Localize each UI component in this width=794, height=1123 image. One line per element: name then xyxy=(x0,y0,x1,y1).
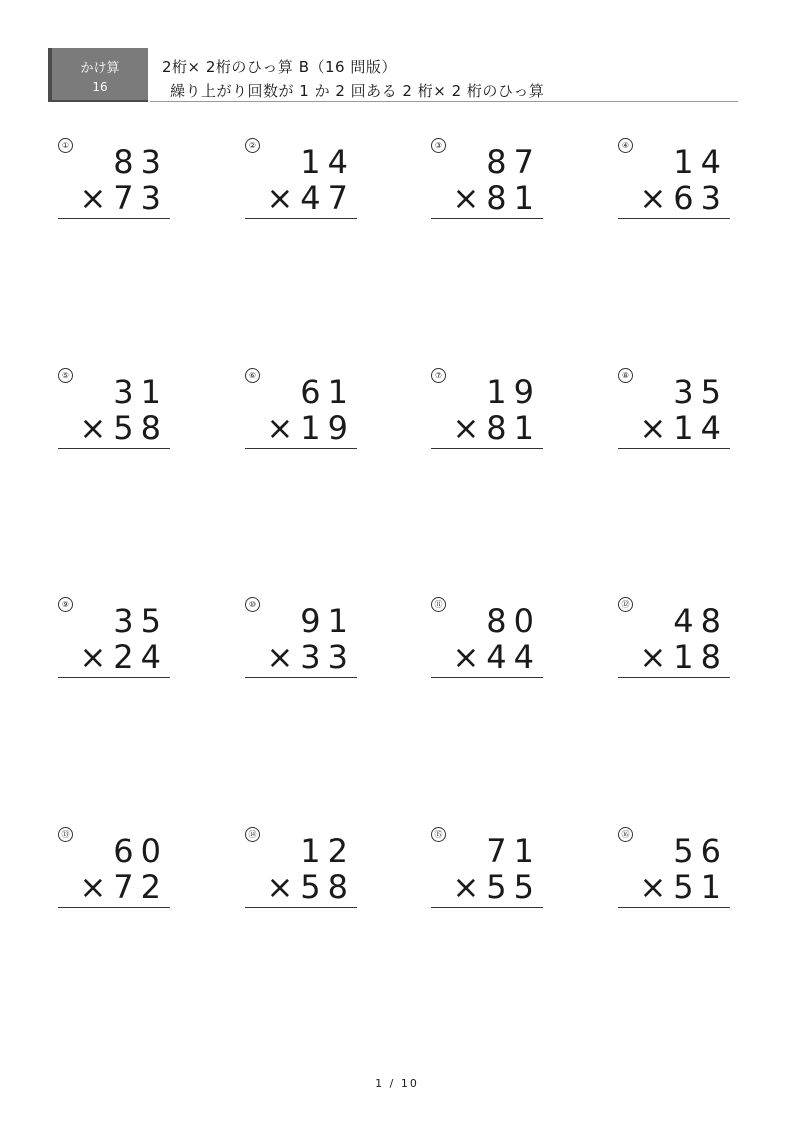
multiplier: 44 xyxy=(486,638,541,676)
problem-number: ③ xyxy=(431,138,446,153)
problem xyxy=(58,368,170,458)
multiplier-row xyxy=(79,868,168,906)
multiplier-row xyxy=(639,179,728,217)
multiplier: 58 xyxy=(300,868,355,906)
times-operator: × xyxy=(266,409,301,447)
worksheet-title: 2桁× 2桁のひっ算 B（16 問版） xyxy=(162,58,397,76)
problem-number: ② xyxy=(245,138,260,153)
multiplier: 63 xyxy=(673,179,728,217)
multiplicand: 48 xyxy=(673,602,728,640)
problem xyxy=(58,827,170,917)
multiplier-row xyxy=(79,409,168,447)
answer-line xyxy=(245,448,357,449)
multiplier: 18 xyxy=(673,638,728,676)
multiplier-row xyxy=(639,638,728,676)
problem xyxy=(245,138,357,228)
answer-line xyxy=(58,218,170,219)
problem xyxy=(58,138,170,228)
multiplier-row xyxy=(452,638,541,676)
badge-underline xyxy=(48,100,148,102)
times-operator: × xyxy=(639,409,674,447)
header-divider xyxy=(150,101,738,102)
multiplicand: 35 xyxy=(113,602,168,640)
problem xyxy=(431,597,543,687)
problem-number: ⑮ xyxy=(431,827,446,842)
badge-number: 16 xyxy=(92,80,108,94)
times-operator: × xyxy=(79,868,114,906)
badge-category: かけ算 xyxy=(80,61,120,76)
multiplicand: 35 xyxy=(673,373,728,411)
multiplier: 47 xyxy=(300,179,355,217)
multiplier: 51 xyxy=(673,868,728,906)
problem xyxy=(431,138,543,228)
times-operator: × xyxy=(79,409,114,447)
multiplier: 24 xyxy=(113,638,168,676)
problem-number: ⑦ xyxy=(431,368,446,383)
problem xyxy=(58,597,170,687)
multiplier-row xyxy=(452,179,541,217)
problem-number: ⑫ xyxy=(618,597,633,612)
multiplier: 14 xyxy=(673,409,728,447)
times-operator: × xyxy=(79,179,114,217)
problem xyxy=(618,368,730,458)
multiplicand: 19 xyxy=(486,373,541,411)
times-operator: × xyxy=(452,179,487,217)
times-operator: × xyxy=(452,409,487,447)
answer-line xyxy=(431,448,543,449)
multiplier: 81 xyxy=(486,179,541,217)
answer-line xyxy=(245,907,357,908)
answer-line xyxy=(618,677,730,678)
times-operator: × xyxy=(79,638,114,676)
problem xyxy=(245,827,357,917)
answer-line xyxy=(245,677,357,678)
multiplier-row xyxy=(266,868,355,906)
problem-number: ④ xyxy=(618,138,633,153)
multiplicand: 80 xyxy=(486,602,541,640)
multiplier-row xyxy=(266,638,355,676)
answer-line xyxy=(618,448,730,449)
answer-line xyxy=(58,677,170,678)
multiplicand: 14 xyxy=(300,143,355,181)
multiplicand: 60 xyxy=(113,832,168,870)
multiplicand: 56 xyxy=(673,832,728,870)
multiplicand: 12 xyxy=(300,832,355,870)
worksheet-badge xyxy=(48,48,148,100)
problem-number: ⑪ xyxy=(431,597,446,612)
problem-number: ⑨ xyxy=(58,597,73,612)
answer-line xyxy=(58,448,170,449)
answer-line xyxy=(618,218,730,219)
answer-line xyxy=(618,907,730,908)
problem-number: ⑯ xyxy=(618,827,633,842)
multiplier-row xyxy=(79,179,168,217)
answer-line xyxy=(58,907,170,908)
multiplier: 73 xyxy=(113,179,168,217)
multiplicand: 31 xyxy=(113,373,168,411)
times-operator: × xyxy=(452,868,487,906)
multiplier: 72 xyxy=(113,868,168,906)
answer-line xyxy=(431,907,543,908)
multiplicand: 87 xyxy=(486,143,541,181)
multiplier-row xyxy=(79,638,168,676)
multiplier-row xyxy=(452,409,541,447)
multiplier: 19 xyxy=(300,409,355,447)
problem-number: ⑬ xyxy=(58,827,73,842)
multiplier-row xyxy=(452,868,541,906)
multiplier: 81 xyxy=(486,409,541,447)
page-number: 1 / 10 xyxy=(375,1077,419,1090)
problem-number: ⑭ xyxy=(245,827,260,842)
multiplier: 55 xyxy=(486,868,541,906)
times-operator: × xyxy=(266,638,301,676)
worksheet-subtitle: 繰り上がり回数が 1 か 2 回ある 2 桁× 2 桁のひっ算 xyxy=(170,82,545,100)
problem xyxy=(618,138,730,228)
multiplicand: 71 xyxy=(486,832,541,870)
problem-number: ⑤ xyxy=(58,368,73,383)
times-operator: × xyxy=(639,179,674,217)
times-operator: × xyxy=(452,638,487,676)
problem xyxy=(431,368,543,458)
problem xyxy=(431,827,543,917)
multiplier-row xyxy=(639,409,728,447)
problem xyxy=(618,827,730,917)
times-operator: × xyxy=(266,868,301,906)
problem-number: ⑧ xyxy=(618,368,633,383)
problem xyxy=(245,368,357,458)
times-operator: × xyxy=(639,638,674,676)
answer-line xyxy=(245,218,357,219)
problem xyxy=(618,597,730,687)
times-operator: × xyxy=(639,868,674,906)
multiplier: 58 xyxy=(113,409,168,447)
multiplier-row xyxy=(266,179,355,217)
answer-line xyxy=(431,218,543,219)
problem-number: ① xyxy=(58,138,73,153)
multiplicand: 61 xyxy=(300,373,355,411)
problem xyxy=(245,597,357,687)
multiplicand: 83 xyxy=(113,143,168,181)
multiplicand: 14 xyxy=(673,143,728,181)
multiplicand: 91 xyxy=(300,602,355,640)
answer-line xyxy=(431,677,543,678)
multiplier-row xyxy=(266,409,355,447)
multiplier: 33 xyxy=(300,638,355,676)
multiplier-row xyxy=(639,868,728,906)
problem-number: ⑩ xyxy=(245,597,260,612)
times-operator: × xyxy=(266,179,301,217)
problem-number: ⑥ xyxy=(245,368,260,383)
